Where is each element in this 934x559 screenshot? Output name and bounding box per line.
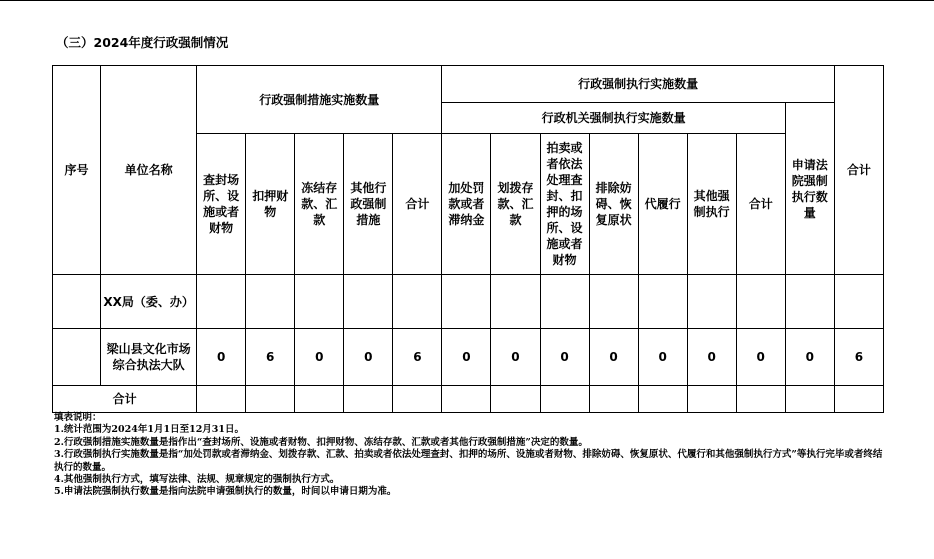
enforcement-table (52, 65, 884, 413)
top-border-line (0, 0, 934, 1)
notes-heading: 填表说明： (54, 412, 102, 423)
cell-value (246, 386, 295, 413)
note-item: 4.其他强制执行方式，填写法律、法规、规章规定的强制执行方式。 (54, 474, 340, 486)
header-seal: 查封场所、设施或者财物 (197, 134, 246, 275)
header-penalty-surcharge: 加处罚款或者滞纳金 (442, 134, 491, 275)
header-other-measures: 其他行政强制措施 (344, 134, 393, 275)
note-item: 3.行政强制执行实施数量是指“加处罚款或者滞纳金、划拨存款、汇款、拍卖或者依法处理查封、扣押的场所、设施或者财物、排除妨碍、恢复原状、代履行和其他强制执行方式”等执行完毕或者终结执行的数量。 (54, 449, 883, 473)
cell-value (197, 386, 246, 413)
cell-value (442, 386, 491, 413)
cell-value: 0 (344, 329, 393, 386)
cell-value: 0 (197, 329, 246, 386)
note-item: 5.申请法院强制执行数量是指向法院申请强制执行的数量，时间以申请日期为准。 (54, 486, 397, 498)
cell-value: 0 (540, 329, 589, 386)
cell-value (834, 386, 883, 413)
header-execution-group: 行政强制执行实施数量 (442, 66, 834, 103)
cell-value: 0 (589, 329, 638, 386)
cell-value (785, 275, 834, 329)
cell-value (442, 275, 491, 329)
header-agency-execution-group: 行政机关强制执行实施数量 (442, 103, 785, 134)
header-index: 序号 (53, 66, 101, 275)
fill-instructions (54, 412, 894, 499)
cell-value (687, 386, 736, 413)
cell-value (638, 386, 687, 413)
header-measures-group: 行政强制措施实施数量 (197, 66, 442, 134)
header-substitute-performance: 代履行 (638, 134, 687, 275)
header-remove-obstruction: 排除妨碍、恢复原状 (589, 134, 638, 275)
header-other-execution: 其他强制执行 (687, 134, 736, 275)
header-measures-total: 合计 (393, 134, 442, 275)
cell-value: 0 (442, 329, 491, 386)
cell-value (736, 275, 785, 329)
cell-value: 0 (687, 329, 736, 386)
cell-value: 6 (393, 329, 442, 386)
cell-value: 6 (246, 329, 295, 386)
header-unit-name: 单位名称 (101, 66, 197, 275)
header-grand-total: 合计 (834, 66, 883, 275)
header-auction: 拍卖或者依法处理查封、扣押的场所、设施或者财物 (540, 134, 589, 275)
cell-value (491, 386, 540, 413)
cell-value (197, 275, 246, 329)
total-label: 合计 (53, 386, 197, 413)
header-seize: 扣押财物 (246, 134, 295, 275)
table-row (53, 329, 884, 386)
cell-value (393, 275, 442, 329)
row-index (53, 275, 101, 329)
cell-value (638, 275, 687, 329)
header-agency-total: 合计 (736, 134, 785, 275)
cell-value (589, 386, 638, 413)
header-court-application: 申请法院强制执行数量 (785, 103, 834, 275)
header-transfer-deposits: 划拨存款、汇款 (491, 134, 540, 275)
cell-value: 0 (491, 329, 540, 386)
header-row-1 (53, 66, 884, 103)
cell-value (344, 386, 393, 413)
note-item: 1.统计范围为2024年1月1日至12月31日。 (54, 424, 245, 436)
row-index (53, 329, 101, 386)
cell-value (393, 386, 442, 413)
cell-value (785, 386, 834, 413)
cell-value: 0 (736, 329, 785, 386)
cell-value: 6 (834, 329, 883, 386)
cell-value (344, 275, 393, 329)
row-unit-name: 梁山县文化市场综合执法大队 (101, 329, 197, 386)
cell-value (246, 275, 295, 329)
cell-value (295, 275, 344, 329)
section-title: （三）2024年度行政强制情况 (56, 35, 229, 50)
cell-value: 0 (638, 329, 687, 386)
total-row (53, 386, 884, 413)
cell-value (491, 275, 540, 329)
cell-value (834, 275, 883, 329)
row-unit-name: XX局（委、办） (101, 275, 197, 329)
header-freeze: 冻结存款、汇款 (295, 134, 344, 275)
cell-value (687, 275, 736, 329)
cell-value: 0 (785, 329, 834, 386)
table-row (53, 275, 884, 329)
cell-value (736, 386, 785, 413)
cell-value (540, 275, 589, 329)
note-item: 2.行政强制措施实施数量是指作出“查封场所、设施或者财物、扣押财物、冻结存款、汇款或者其他行政强制措施”决定的数量。 (54, 436, 588, 448)
cell-value (589, 275, 638, 329)
cell-value (295, 386, 344, 413)
cell-value: 0 (295, 329, 344, 386)
cell-value (540, 386, 589, 413)
